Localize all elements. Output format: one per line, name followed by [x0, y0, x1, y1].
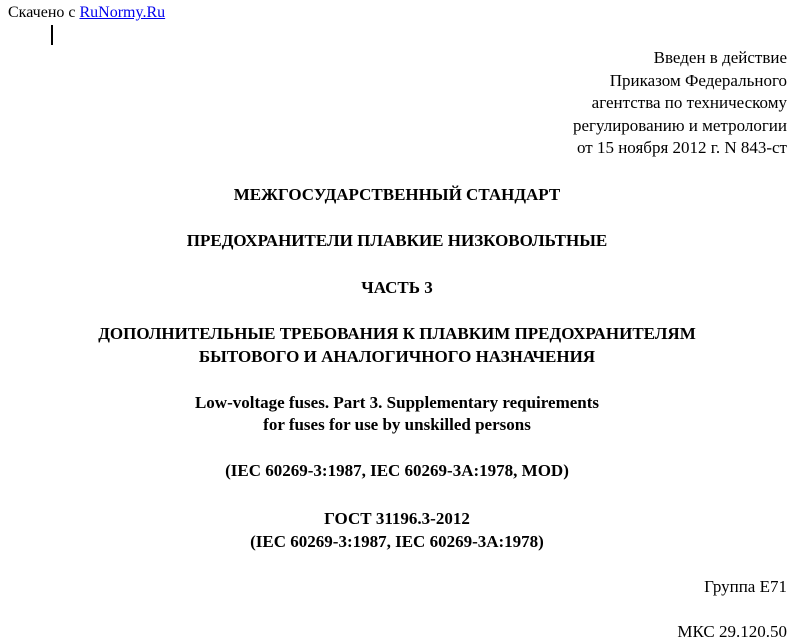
standard-title-heading [0, 230, 794, 252]
subtitle-heading [0, 322, 794, 368]
standard-title: ПРЕДОХРАНИТЕЛИ ПЛАВКИЕ НИЗКОВОЛЬТНЫЕ [186, 231, 608, 250]
standard-type: МЕЖГОСУДАРСТВЕННЫЙ СТАНДАРТ [233, 185, 561, 204]
group-label: Группа Е71 [704, 577, 787, 596]
iec-mod-line: (IEC 60269-3:1987, IEC 60269-3A:1978, MOD) [225, 461, 569, 480]
iec-reference-mod [0, 460, 794, 482]
enactment-line: регулированию и метрологии [572, 115, 787, 135]
standard-type-heading [0, 184, 794, 206]
enactment-line: от 15 ноября 2012 г. N 843-ст [577, 138, 787, 157]
runormy-link[interactable]: RuNormy.Ru [79, 4, 166, 21]
english-title [0, 392, 794, 436]
text-cursor [51, 25, 53, 45]
enactment-line: агентства по техническому [591, 93, 787, 112]
gost-designation [0, 507, 794, 553]
enactment-line: Приказом Федерального [609, 70, 787, 90]
source-prefix: Скачено с [8, 4, 80, 21]
subtitle-line: ДОПОЛНИТЕЛЬНЫЕ ТРЕБОВАНИЯ К ПЛАВКИМ ПРЕДОХРАНИТЕЛЯМ [98, 324, 696, 343]
gost-iec-line: (IEC 60269-3:1987, IEC 60269-3A:1978) [250, 532, 544, 551]
enactment-line: Введен в действие [653, 48, 787, 67]
english-title-line: for fuses for use by unskilled persons [263, 415, 531, 434]
subtitle-line: БЫТОВОГО И АНАЛОГИЧНОГО НАЗНАЧЕНИЯ [198, 347, 596, 366]
part-label: ЧАСТЬ 3 [361, 278, 433, 297]
enactment-note [573, 47, 787, 160]
part-heading [0, 277, 794, 299]
english-title-line: Low-voltage fuses. Part 3. Supplementary requirements [194, 393, 600, 412]
gost-number: ГОСТ 31196.3-2012 [324, 509, 470, 528]
mks-label: МКС 29.120.50 [677, 622, 787, 641]
source-line [8, 3, 165, 22]
